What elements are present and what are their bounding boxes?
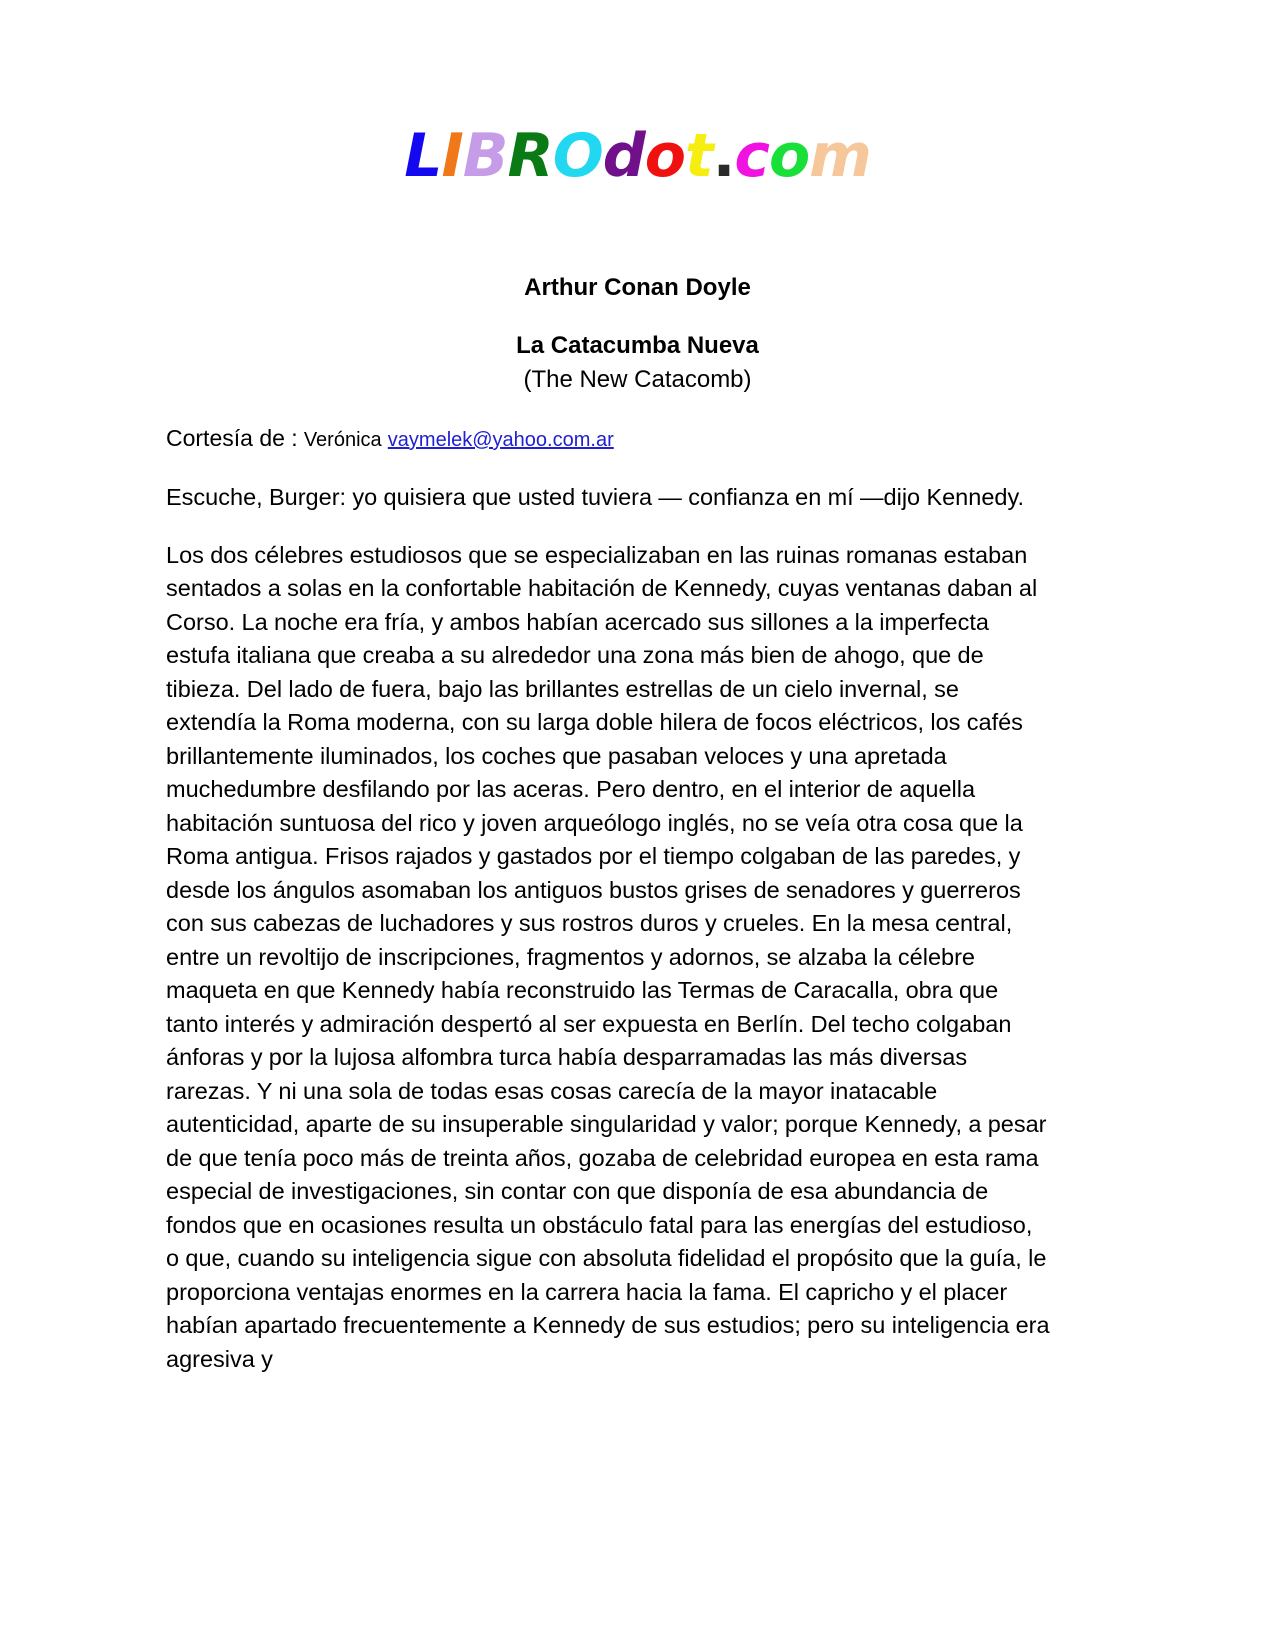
logo-letter-O: O bbox=[552, 121, 603, 191]
logo-letter-L: L bbox=[404, 121, 442, 191]
logo-letter-m: m bbox=[809, 121, 871, 191]
logo-letter-B: B bbox=[462, 121, 508, 191]
logo-letter-c: c bbox=[734, 121, 769, 191]
courtesy-label: Cortesía de : bbox=[166, 425, 298, 451]
page-title: La Catacumba Nueva bbox=[516, 332, 759, 359]
logo-letter-I: I bbox=[441, 121, 463, 191]
logo-letter-o-2: o bbox=[769, 121, 810, 191]
paragraph-dialogue: Escuche, Burger: yo quisiera que usted tuviera — confianza en mí —dijo Kennedy. bbox=[166, 484, 1025, 510]
contributor-email-link[interactable]: vaymelek@yahoo.com.ar bbox=[387, 429, 614, 451]
logo-letter-t: t bbox=[684, 121, 713, 191]
logo-letter-d: d bbox=[602, 121, 645, 191]
paragraph-narrative: Los dos célebres estudiosos que se especializaban en las ruinas romanas estaban sentados a solas en la confortable habitación de Kennedy, cuyas ventanas daban al Corso. La noche era fría, y ambos habían acercado sus sillones a la imperfecta estufa italiana que creaba a su alrededor una zona más bien de ahogo, que de tibieza. Del lado de fuera, bajo las brillantes estrellas de un cielo invernal, se extendía la Roma moderna, con su larga doble hilera de focos eléctricos, los cafés brillantemente iluminados, los coches que pasaban veloces y una apretada muchedumbre desfilando por las aceras. Pero dentro, en el interior de aquella habitación suntuosa del rico y joven arqueólogo inglés, no se veía otra cosa que la Roma antigua. Frisos rajados y gastados por el tiempo colgaban de las paredes, y desde los ángulos asomaban los antiguos bustos grises de senadores y guerreros con sus cabezas de luchadores y sus rostros duros y crueles. En la mesa central, entre un revoltijo de inscripciones, fragmentos y adornos, se alzaba la célebre maqueta en que Kennedy había reconstruido las Termas de Caracalla, obra que tanto interés y admiración despertó al ser expuesta en Berlín. Del techo colgaban ánforas y por la lujosa alfombra turca había desparramadas las más diversas rarezas. Y ni una sola de todas esas cosas carecía de la mayor inatacable autenticidad, aparte de su insuperable singularidad y valor; porque Kennedy, a pesar de que tenía poco más de treinta años, gozaba de celebridad europea en esta rama especial de investigaciones, sin contar con que disponía de esa abundancia de fondos que en ocasiones resulta un obstáculo fatal para las energías del estudioso, o que, cuando su inteligencia sigue con absoluta fidelidad el propósito que la guía, le proporciona ventajas enormes en la carrera hacia la fama. El capricho y el placer habían apartado frecuentemente a Kennedy de sus estudios; pero su inteligencia era agresiva y bbox=[166, 541, 1050, 1372]
courtesy-contributor: Verónica bbox=[303, 429, 382, 451]
title-block bbox=[0, 276, 1275, 392]
document-body bbox=[166, 424, 1050, 1376]
courtesy-line bbox=[166, 424, 1050, 453]
author-name: Arthur Conan Doyle bbox=[524, 274, 751, 301]
librodot-logo bbox=[404, 121, 871, 191]
logo-letter-R: R bbox=[507, 121, 553, 191]
site-logo-container bbox=[0, 121, 1275, 191]
original-title: (The New Catacomb) bbox=[523, 366, 752, 393]
logo-letter-dot: . bbox=[712, 121, 735, 191]
logo-letter-o-1: o bbox=[644, 121, 685, 191]
